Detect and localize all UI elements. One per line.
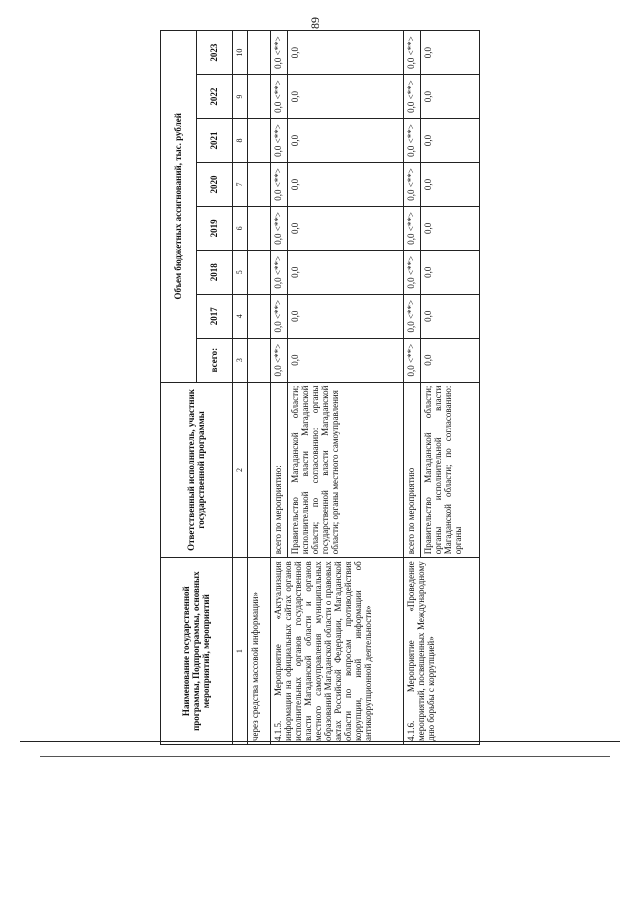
value-cell: 0,0 <**> bbox=[403, 162, 420, 206]
header-year-2019: 2019 bbox=[196, 206, 232, 250]
index-cell: 10 bbox=[232, 31, 247, 75]
value-cell: 0,0 <**> bbox=[403, 31, 420, 75]
value-cell: 0,0 bbox=[287, 119, 403, 163]
header-responsible: Ответственный исполнитель, участник государственной программы bbox=[161, 382, 233, 558]
row-responsible: Правительство Магаданской области; органы исполнительной власти Магаданской области; по согласованию: органы bbox=[420, 382, 479, 558]
value-cell: 0,0 bbox=[420, 206, 479, 250]
value-cell: 0,0 <**> bbox=[270, 119, 287, 163]
page-divider bbox=[20, 741, 620, 742]
value-cell: 0,0 bbox=[420, 294, 479, 338]
header-year-2020: 2020 bbox=[196, 162, 232, 206]
header-year-total: всего: bbox=[196, 338, 232, 382]
index-cell: 5 bbox=[232, 250, 247, 294]
value-cell: 0,0 bbox=[287, 294, 403, 338]
value-cell: 0,0 bbox=[287, 75, 403, 119]
value-cell: 0,0 <**> bbox=[270, 206, 287, 250]
index-cell: 1 bbox=[232, 558, 247, 745]
value-cell: 0,0 <**> bbox=[270, 294, 287, 338]
value-cell: 0,0 <**> bbox=[270, 250, 287, 294]
header-year-2021: 2021 bbox=[196, 119, 232, 163]
value-cell: 0,0 bbox=[420, 338, 479, 382]
index-cell: 7 bbox=[232, 162, 247, 206]
budget-table bbox=[160, 30, 480, 745]
value-cell: 0,0 bbox=[287, 162, 403, 206]
value-cell: 0,0 bbox=[420, 75, 479, 119]
value-cell: 0,0 <**> bbox=[403, 250, 420, 294]
value-cell: 0,0 <**> bbox=[270, 31, 287, 75]
value-cell: 0,0 <**> bbox=[270, 162, 287, 206]
index-cell: 4 bbox=[232, 294, 247, 338]
value-cell: 0,0 <**> bbox=[270, 75, 287, 119]
value-cell: 0,0 <**> bbox=[403, 338, 420, 382]
value-cell: 0,0 bbox=[420, 250, 479, 294]
value-cell: 0,0 <**> bbox=[403, 294, 420, 338]
header-year-2022: 2022 bbox=[196, 75, 232, 119]
value-cell: 0,0 <**> bbox=[403, 75, 420, 119]
row-responsible-total: всего по мероприятию bbox=[403, 382, 420, 558]
value-cell: 0,0 bbox=[287, 250, 403, 294]
row-name: через средства массовой информации» bbox=[247, 558, 270, 745]
header-budget: Объем бюджетных ассигнований, тыс. рублей bbox=[161, 31, 197, 383]
budget-table-rotated bbox=[160, 30, 480, 745]
row-name: 4.1.6. Мероприятие «Проведение мероприятий, посвященных Международному дню борьбы с коррупцией» bbox=[403, 558, 479, 745]
index-cell: 8 bbox=[232, 119, 247, 163]
value-cell: 0,0 <**> bbox=[403, 119, 420, 163]
value-cell: 0,0 bbox=[420, 119, 479, 163]
index-cell: 2 bbox=[232, 382, 247, 558]
row-name: 4.1.5. Мероприятие «Актуализация информации на официальных сайтах органов исполнительных органов государственной власти Магаданской области и органов местного самоуправления муниципальных образований Магаданской области о правовых актах Российской Федерации, Магаданской области по вопросам противодействия коррупции, иной информации об антикоррупционной деятельности» bbox=[270, 558, 403, 745]
value-cell: 0,0 bbox=[420, 31, 479, 75]
value-cell: 0,0 bbox=[287, 31, 403, 75]
index-cell: 6 bbox=[232, 206, 247, 250]
page-divider-thin bbox=[40, 756, 610, 757]
index-cell: 9 bbox=[232, 75, 247, 119]
value-cell: 0,0 bbox=[287, 206, 403, 250]
row-responsible bbox=[247, 382, 270, 558]
header-name: Наименование государственной программы, Подпрограммы, основных мероприятий, мероприятий bbox=[161, 558, 233, 745]
header-year-2017: 2017 bbox=[196, 294, 232, 338]
index-cell: 3 bbox=[232, 338, 247, 382]
value-cell: 0,0 bbox=[420, 162, 479, 206]
value-cell: 0,0 <**> bbox=[270, 338, 287, 382]
row-responsible: Правительство Магаданской области; исполнительной власти Магаданской области; по согласованию: органы государственной власти Магаданской области; органы местного самоуправления bbox=[287, 382, 403, 558]
page-number: 89 bbox=[308, 17, 322, 29]
header-year-2023: 2023 bbox=[196, 31, 232, 75]
row-responsible-total: всего по мероприятию: bbox=[270, 382, 287, 558]
header-year-2018: 2018 bbox=[196, 250, 232, 294]
value-cell: 0,0 <**> bbox=[403, 206, 420, 250]
value-cell: 0,0 bbox=[287, 338, 403, 382]
